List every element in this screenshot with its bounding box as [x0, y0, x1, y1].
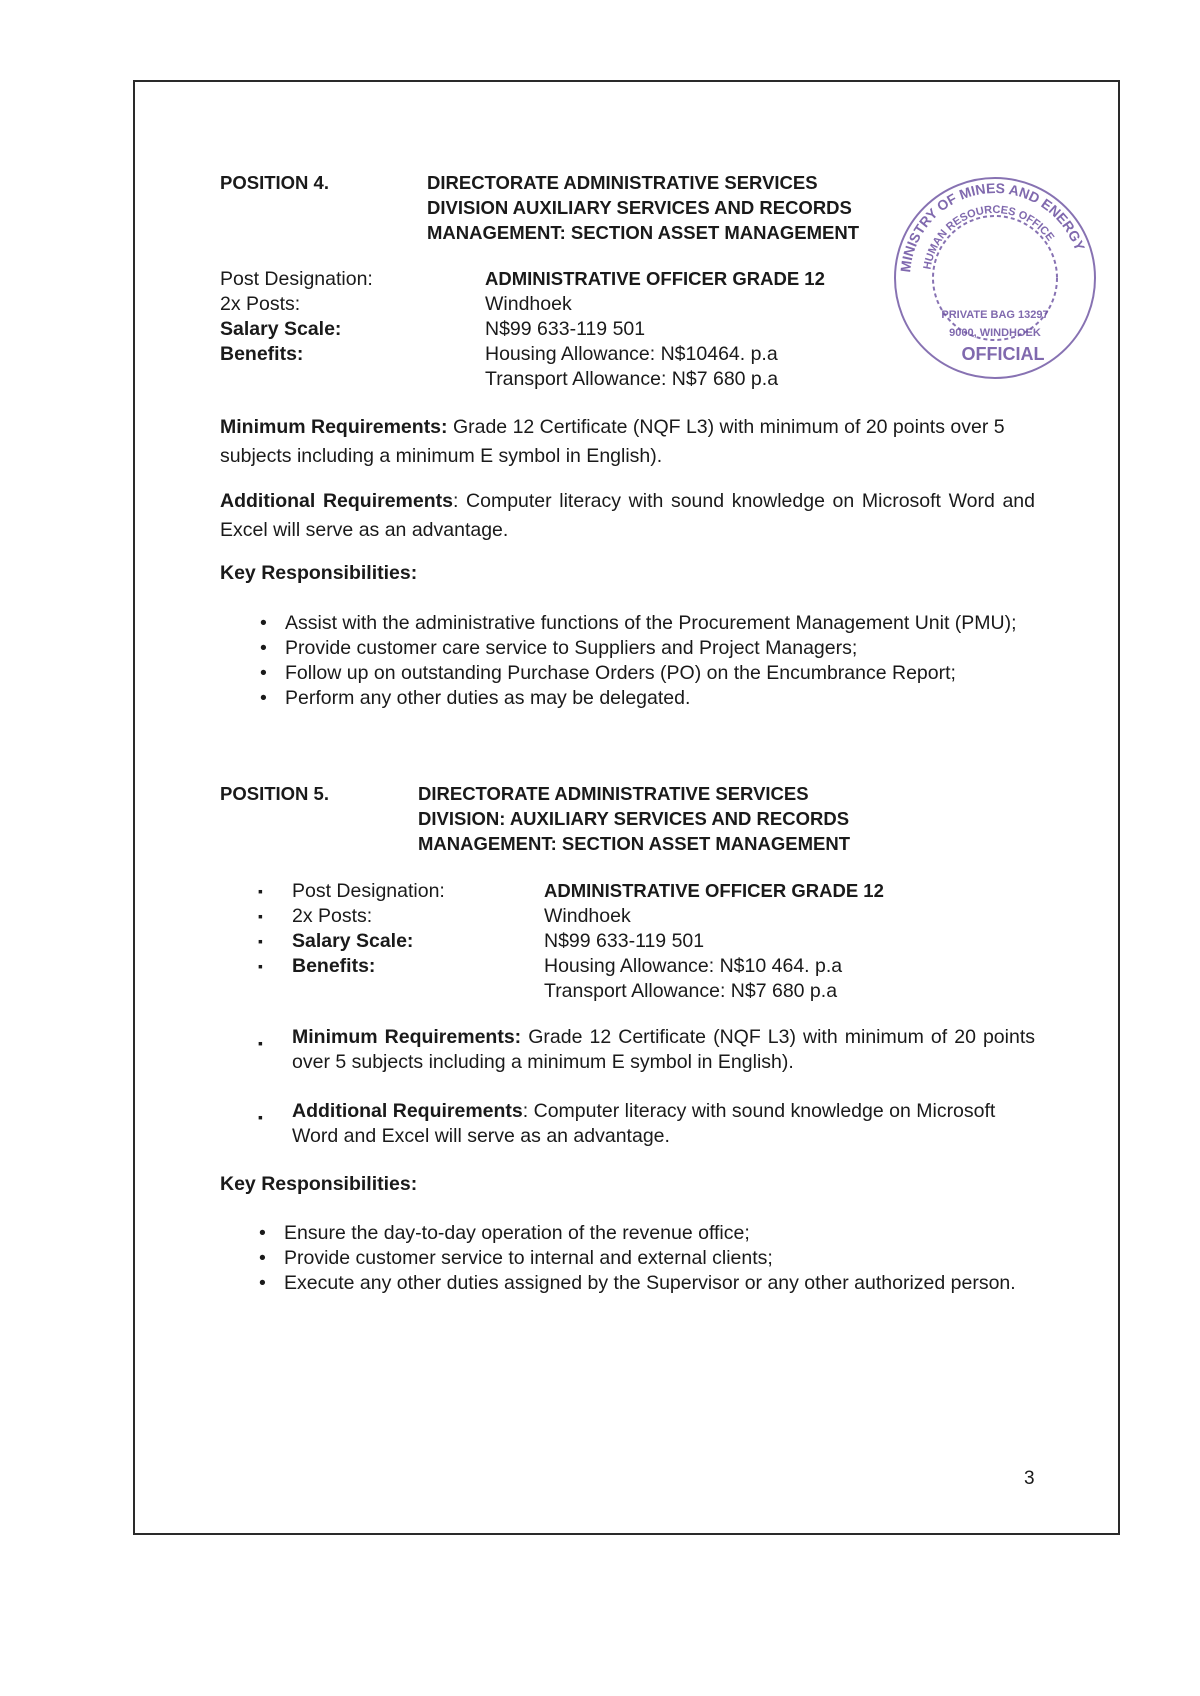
page-number: 3	[1024, 1468, 1035, 1489]
list-item	[259, 1246, 1024, 1271]
square-bullet-icon: ▪	[258, 1035, 263, 1051]
p5-benefits-housing: Housing Allowance: N$10 464. p.a	[544, 955, 843, 977]
p5-additional-requirements	[292, 1099, 1012, 1149]
list-item-text: Provide customer service to internal and external clients;	[284, 1247, 773, 1269]
position-4-header-line-1: DIRECTORATE ADMINISTRATIVE SERVICES	[427, 172, 818, 193]
p4-posts-label: 2x Posts:	[220, 293, 301, 315]
list-item-text: Perform any other duties as may be delegated.	[285, 687, 691, 709]
p4-posts-value: Windhoek	[485, 293, 572, 315]
p5-benefits-transport: Transport Allowance: N$7 680 p.a	[544, 980, 838, 1002]
list-item	[260, 661, 1025, 686]
bullet-icon: •	[260, 687, 267, 709]
p5-benefits-label: Benefits:	[292, 955, 376, 977]
p4-add-req-label: Additional Requirements	[220, 490, 453, 512]
list-item	[259, 1221, 1024, 1246]
list-item-text: Assist with the administrative functions of the Procurement Management Unit (PMU);	[285, 612, 1017, 634]
stamp-top-text: MINISTRY OF MINES AND ENERGY	[897, 179, 1089, 274]
list-item-text: Execute any other duties assigned by the Supervisor or any other authorized person.	[284, 1272, 1016, 1294]
stamp-bottom-text: OFFICIAL	[961, 344, 1045, 364]
official-stamp	[888, 168, 1103, 388]
p4-benefits-housing: Housing Allowance: N$10464. p.a	[485, 343, 778, 365]
bullet-icon: •	[259, 1222, 266, 1244]
p4-benefits-label: Benefits:	[220, 343, 304, 365]
p5-post-designation-value: ADMINISTRATIVE OFFICER GRADE 12	[544, 880, 884, 901]
bullet-icon: •	[260, 662, 267, 684]
position-4-label: POSITION 4.	[220, 172, 329, 193]
p5-salary-label: Salary Scale:	[292, 930, 414, 952]
p5-posts-label: 2x Posts:	[292, 905, 373, 927]
p5-add-req-label: Additional Requirements	[292, 1100, 523, 1122]
p5-min-req-label: Minimum Requirements:	[292, 1026, 522, 1048]
p5-posts-value: Windhoek	[544, 905, 631, 927]
p5-post-designation-label: Post Designation:	[292, 880, 445, 902]
list-item	[259, 1271, 1024, 1296]
list-item-text: Provide customer care service to Suppliers and Project Managers;	[285, 637, 858, 659]
position-5-header-line-1: DIRECTORATE ADMINISTRATIVE SERVICES	[418, 783, 809, 804]
p4-min-req-label: Minimum Requirements:	[220, 416, 448, 438]
p4-salary-value: N$99 633-119 501	[485, 318, 646, 340]
position-5-header-line-3: MANAGEMENT: SECTION ASSET MANAGEMENT	[418, 833, 851, 854]
square-bullet-icon: ▪	[258, 958, 263, 974]
position-5-header-line-2: DIVISION: AUXILIARY SERVICES AND RECORDS	[418, 808, 850, 829]
p5-key-responsibilities-label: Key Responsibilities:	[220, 1173, 418, 1195]
list-item	[260, 611, 1025, 636]
square-bullet-icon: ▪	[258, 1109, 263, 1125]
p4-minimum-requirements	[220, 413, 1035, 471]
list-item-text: Ensure the day-to-day operation of the revenue office;	[284, 1222, 750, 1244]
position-4-header-line-3: MANAGEMENT: SECTION ASSET MANAGEMENT	[427, 222, 860, 243]
p4-key-responsibilities-label: Key Responsibilities:	[220, 562, 418, 584]
list-item	[260, 636, 1025, 661]
bullet-icon: •	[259, 1272, 266, 1294]
p4-add-req-text: : Computer literacy with sound knowledge on Microsoft Word and Excel will serve as an advantage.	[220, 490, 1035, 541]
stamp-city-text: 9000, WINDHOEK	[949, 327, 1041, 339]
square-bullet-icon: ▪	[258, 908, 263, 924]
p4-benefits-transport: Transport Allowance: N$7 680 p.a	[485, 368, 779, 390]
p4-post-designation-label: Post Designation:	[220, 268, 373, 290]
p4-additional-requirements	[220, 487, 1035, 545]
stamp-inner-ring	[933, 216, 1057, 340]
list-item	[260, 686, 1025, 711]
p5-responsibilities-list	[259, 1221, 1024, 1296]
p5-minimum-requirements	[292, 1025, 1035, 1075]
bullet-icon: •	[260, 637, 267, 659]
p4-responsibilities-list	[260, 611, 1025, 711]
square-bullet-icon: ▪	[258, 933, 263, 949]
p5-add-req-text: : Computer literacy with sound knowledge on Microsoft Word and Excel will serve as an advantage.	[292, 1100, 996, 1147]
position-4-header-line-2: DIVISION AUXILIARY SERVICES AND RECORDS	[427, 197, 852, 218]
position-5-label: POSITION 5.	[220, 783, 329, 804]
bullet-icon: •	[259, 1247, 266, 1269]
p4-min-req-text: Grade 12 Certificate (NQF L3) with minimum of 20 points over 5 subjects including a minimum E symbol in English).	[220, 416, 1005, 467]
p5-min-req-text: Grade 12 Certificate (NQF L3) with minimum of 20 points over 5 subjects including a minimum E symbol in English).	[292, 1026, 1036, 1073]
list-item-text: Follow up on outstanding Purchase Orders (PO) on the Encumbrance Report;	[285, 662, 956, 684]
p4-post-designation-value: ADMINISTRATIVE OFFICER GRADE 12	[485, 268, 825, 289]
stamp-middle-text: PRIVATE BAG 13297	[941, 309, 1049, 321]
p4-salary-label: Salary Scale:	[220, 318, 342, 340]
stamp-ring-text: HUMAN RESOURCES OFFICE	[921, 203, 1057, 271]
p5-salary-value: N$99 633-119 501	[544, 930, 705, 952]
square-bullet-icon: ▪	[258, 883, 263, 899]
bullet-icon: •	[260, 612, 267, 634]
